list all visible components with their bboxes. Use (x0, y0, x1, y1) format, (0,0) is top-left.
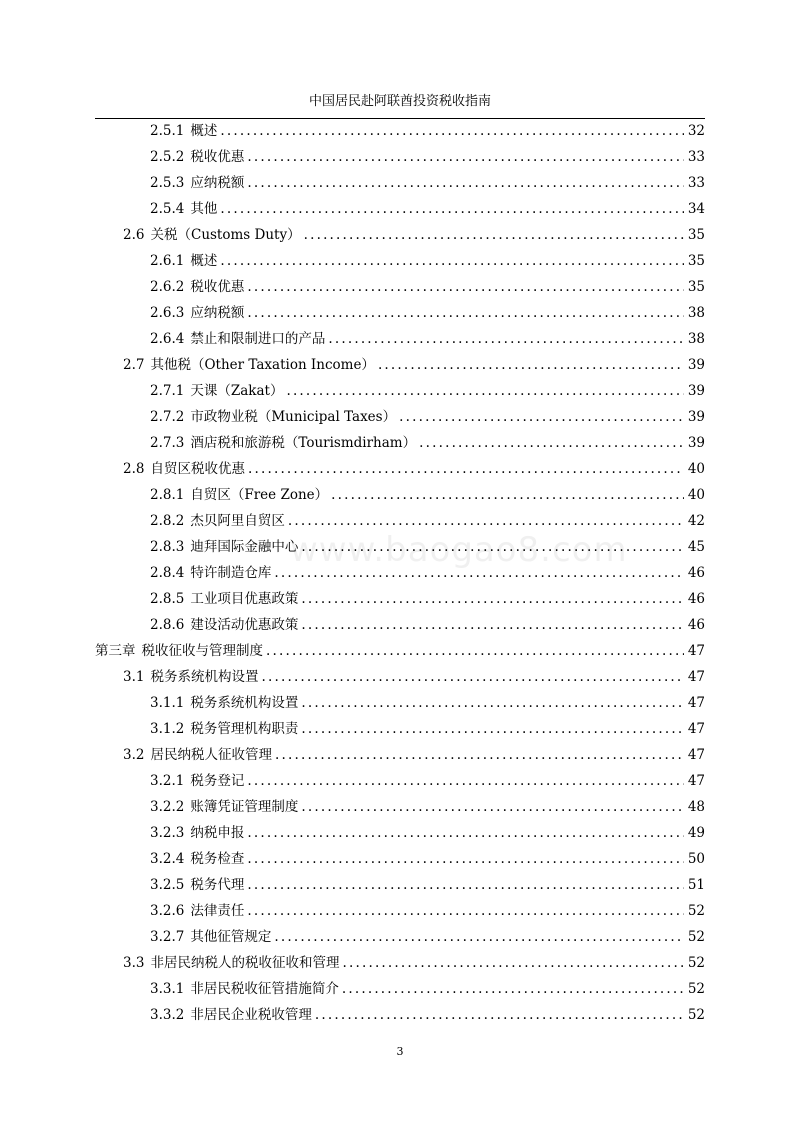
toc-entry-number: 2.5.2 (150, 149, 185, 165)
toc-entry-number: 3.1.2 (150, 721, 185, 737)
toc-entry-title: 概述 (190, 123, 218, 139)
toc-entry[interactable] (95, 456, 705, 482)
toc-leader-dots (419, 435, 684, 451)
toc-entry[interactable] (95, 950, 705, 976)
toc-leader-dots (261, 669, 684, 685)
toc-entry-title: 概述 (190, 253, 218, 269)
toc-entry[interactable] (95, 222, 705, 248)
toc-entry-number: 3.1.1 (150, 695, 185, 711)
toc-entry-page: 52 (687, 903, 705, 919)
toc-entry-title: 其他征管规定 (190, 929, 272, 945)
toc-entry-page: 39 (687, 383, 705, 399)
toc-entry-page: 40 (687, 487, 705, 503)
toc-entry-page: 33 (687, 175, 705, 191)
toc-entry[interactable] (95, 742, 705, 768)
toc-leader-dots (301, 695, 684, 711)
toc-entry-page: 47 (687, 643, 705, 659)
toc-entry-title: 税务代理 (190, 877, 245, 893)
toc-entry-title: 应纳税额 (190, 175, 245, 191)
toc-leader-dots (274, 929, 684, 945)
toc-entry-number: 2.8.5 (150, 591, 185, 607)
toc-entry-number: 2.6 (123, 227, 145, 243)
toc-entry-number: 2.7.3 (150, 435, 185, 451)
toc-entry-page: 35 (687, 253, 705, 269)
toc-entry-page: 50 (687, 851, 705, 867)
toc-entry-number: 3.2.3 (150, 825, 185, 841)
toc-leader-dots (220, 201, 684, 217)
toc-entry-number: 2.8.2 (150, 513, 185, 529)
toc-entry-number: 2.8.1 (150, 487, 185, 503)
toc-entry[interactable] (95, 690, 705, 716)
toc-entry[interactable] (95, 586, 705, 612)
toc-entry-number: 2.8 (123, 461, 145, 477)
toc-leader-dots (301, 799, 684, 815)
toc-entry[interactable] (95, 274, 705, 300)
toc-entry-title: 自贸区税收优惠 (150, 461, 245, 477)
toc-entry[interactable] (95, 638, 705, 664)
toc-entry-title: 税务管理机构职责 (190, 721, 299, 737)
toc-entry-title: 非居民纳税人的税收征收和管理 (150, 955, 340, 971)
toc-leader-dots (342, 955, 684, 971)
toc-entry-page: 48 (687, 799, 705, 815)
toc-leader-dots (274, 565, 684, 581)
toc-entry-number: 2.5.3 (150, 175, 185, 191)
toc-entry-title: 工业项目优惠政策 (190, 591, 299, 607)
toc-entry-title: 特许制造仓库 (190, 565, 272, 581)
toc-entry[interactable] (95, 820, 705, 846)
toc-entry-number: 2.7 (123, 357, 145, 373)
toc-entry[interactable] (95, 534, 705, 560)
toc-leader-dots (399, 409, 684, 425)
toc-entry[interactable] (95, 1002, 705, 1028)
toc-entry[interactable] (95, 664, 705, 690)
toc-entry-number: 3.3.2 (150, 1007, 185, 1023)
toc-entry-title: 杰贝阿里自贸区 (190, 513, 285, 529)
toc-entry-title: 税收优惠 (190, 279, 245, 295)
toc-entry[interactable] (95, 716, 705, 742)
toc-entry-title: 账簿凭证管理制度 (190, 799, 299, 815)
toc-leader-dots (247, 851, 684, 867)
toc-entry[interactable] (95, 352, 705, 378)
toc-entry-page: 33 (687, 149, 705, 165)
toc-entry[interactable] (95, 976, 705, 1002)
toc-entry-title: 酒店税和旅游税（Tourismdirham） (190, 435, 417, 451)
toc-leader-dots (220, 123, 684, 139)
toc-entry-page: 38 (687, 331, 705, 347)
toc-entry[interactable] (95, 118, 705, 144)
toc-entry-title: 非居民税收征管措施简介 (190, 981, 339, 997)
toc-leader-dots (247, 305, 684, 321)
toc-entry-number: 2.8.4 (150, 565, 185, 581)
toc-entry[interactable] (95, 300, 705, 326)
toc-entry-title: 天课（Zakat） (190, 383, 284, 399)
toc-entry-number: 3.3 (123, 955, 145, 971)
toc-entry-number: 2.6.4 (150, 331, 185, 347)
toc-entry[interactable] (95, 508, 705, 534)
toc-entry-number: 3.3.1 (150, 981, 185, 997)
toc-entry-title: 禁止和限制进口的产品 (190, 331, 326, 347)
toc-entry[interactable] (95, 482, 705, 508)
toc-entry-title: 税务检查 (190, 851, 245, 867)
toc-entry-page: 52 (687, 955, 705, 971)
toc-entry-number: 2.5.4 (150, 201, 185, 217)
toc-entry-title: 迪拜国际金融中心 (190, 539, 299, 555)
toc-entry-number: 3.1 (123, 669, 145, 685)
toc-entry-page: 45 (687, 539, 705, 555)
toc-leader-dots (247, 877, 684, 893)
toc-entry-title: 法律责任 (190, 903, 245, 919)
toc-entry-number: 2.7.1 (150, 383, 185, 399)
toc-entry-page: 52 (687, 1007, 705, 1023)
toc-entry[interactable] (95, 326, 705, 352)
toc-entry-number: 2.5.1 (150, 123, 185, 139)
toc-entry-title: 税务系统机构设置 (190, 695, 299, 711)
toc-entry-title: 税收优惠 (190, 149, 245, 165)
watermark: www.baogao8.com (290, 530, 628, 570)
toc-entry-page: 47 (687, 669, 705, 685)
toc-entry[interactable] (95, 430, 705, 456)
toc-entry-number: 2.7.2 (150, 409, 185, 425)
toc-leader-dots (301, 617, 684, 633)
toc-entry-page: 39 (687, 435, 705, 451)
toc-entry-title: 关税（Customs Duty） (150, 227, 301, 243)
toc-leader-dots (247, 903, 684, 919)
toc-entry[interactable] (95, 794, 705, 820)
toc-entry-title: 其他 (190, 201, 218, 217)
toc-entry-title: 自贸区（Free Zone） (190, 487, 329, 503)
toc-entry[interactable] (95, 846, 705, 872)
toc-entry-number: 第三章 (95, 643, 136, 659)
toc-entry-title: 税务登记 (190, 773, 245, 789)
toc-entry-title: 市政物业税（Municipal Taxes） (190, 409, 397, 425)
toc-leader-dots (301, 591, 684, 607)
toc-entry[interactable] (95, 924, 705, 950)
toc-entry-title: 建设活动优惠政策 (190, 617, 299, 633)
toc-entry-number: 2.6.1 (150, 253, 185, 269)
page-number: 3 (396, 1045, 404, 1058)
toc-leader-dots (220, 253, 684, 269)
toc-entry-page: 46 (687, 617, 705, 633)
toc-entry[interactable] (95, 768, 705, 794)
toc-entry[interactable] (95, 560, 705, 586)
toc-entry-page: 47 (687, 773, 705, 789)
toc-entry-title: 居民纳税人征收管理 (150, 747, 272, 763)
toc-entry-page: 42 (687, 513, 705, 529)
toc-entry[interactable] (95, 872, 705, 898)
toc-entry-page: 34 (687, 201, 705, 217)
toc-entry-page: 35 (687, 279, 705, 295)
toc-leader-dots (301, 721, 684, 737)
toc-entry-page: 40 (687, 461, 705, 477)
toc-leader-dots (247, 279, 684, 295)
toc-leader-dots (248, 461, 684, 477)
toc-entry-number: 3.2.7 (150, 929, 185, 945)
toc-entry[interactable] (95, 144, 705, 170)
toc-entry[interactable] (95, 196, 705, 222)
toc-entry-page: 52 (687, 929, 705, 945)
toc-leader-dots (247, 825, 684, 841)
toc-leader-dots (301, 539, 684, 555)
toc-entry-page: 39 (687, 357, 705, 373)
toc-entry-title: 税收征收与管理制度 (141, 643, 263, 659)
toc-entry-page: 51 (687, 877, 705, 893)
toc-entry-page: 38 (687, 305, 705, 321)
toc-entry[interactable] (95, 404, 705, 430)
toc-leader-dots (275, 747, 684, 763)
toc-leader-dots (247, 773, 684, 789)
toc-entry[interactable] (95, 612, 705, 638)
toc-entry-number: 3.2 (123, 747, 145, 763)
toc-entry-title: 其他税（Other Taxation Income） (150, 357, 375, 373)
toc-leader-dots (304, 227, 684, 243)
toc-leader-dots (378, 357, 684, 373)
toc-entry[interactable] (95, 898, 705, 924)
toc-entry-number: 3.2.1 (150, 773, 185, 789)
table-of-contents (95, 118, 705, 1028)
toc-leader-dots (288, 513, 684, 529)
toc-entry-page: 52 (687, 981, 705, 997)
toc-entry-number: 2.8.3 (150, 539, 185, 555)
toc-leader-dots (247, 149, 684, 165)
toc-leader-dots (266, 643, 684, 659)
toc-leader-dots (286, 383, 684, 399)
toc-entry-number: 3.2.2 (150, 799, 185, 815)
toc-entry-page: 49 (687, 825, 705, 841)
toc-leader-dots (247, 175, 684, 191)
toc-entry-title: 纳税申报 (190, 825, 245, 841)
toc-entry-number: 2.6.2 (150, 279, 185, 295)
toc-entry-number: 3.2.6 (150, 903, 185, 919)
toc-entry-page: 47 (687, 695, 705, 711)
toc-entry-number: 2.8.6 (150, 617, 185, 633)
toc-leader-dots (315, 1007, 684, 1023)
toc-leader-dots (331, 487, 684, 503)
toc-entry[interactable] (95, 248, 705, 274)
toc-entry-title: 非居民企业税收管理 (190, 1007, 312, 1023)
toc-entry-page: 39 (687, 409, 705, 425)
toc-leader-dots (328, 331, 684, 347)
toc-entry-number: 3.2.4 (150, 851, 185, 867)
toc-entry-number: 3.2.5 (150, 877, 185, 893)
toc-entry-page: 47 (687, 747, 705, 763)
toc-entry-page: 46 (687, 591, 705, 607)
toc-entry-page: 32 (687, 123, 705, 139)
page-header: 中国居民赴阿联酋投资税收指南 (308, 94, 491, 109)
toc-entry[interactable] (95, 378, 705, 404)
toc-entry-page: 46 (687, 565, 705, 581)
toc-entry-title: 应纳税额 (190, 305, 245, 321)
toc-entry-number: 2.6.3 (150, 305, 185, 321)
toc-entry-title: 税务系统机构设置 (150, 669, 259, 685)
toc-entry-page: 35 (687, 227, 705, 243)
toc-entry[interactable] (95, 170, 705, 196)
toc-leader-dots (342, 981, 684, 997)
toc-entry-page: 47 (687, 721, 705, 737)
